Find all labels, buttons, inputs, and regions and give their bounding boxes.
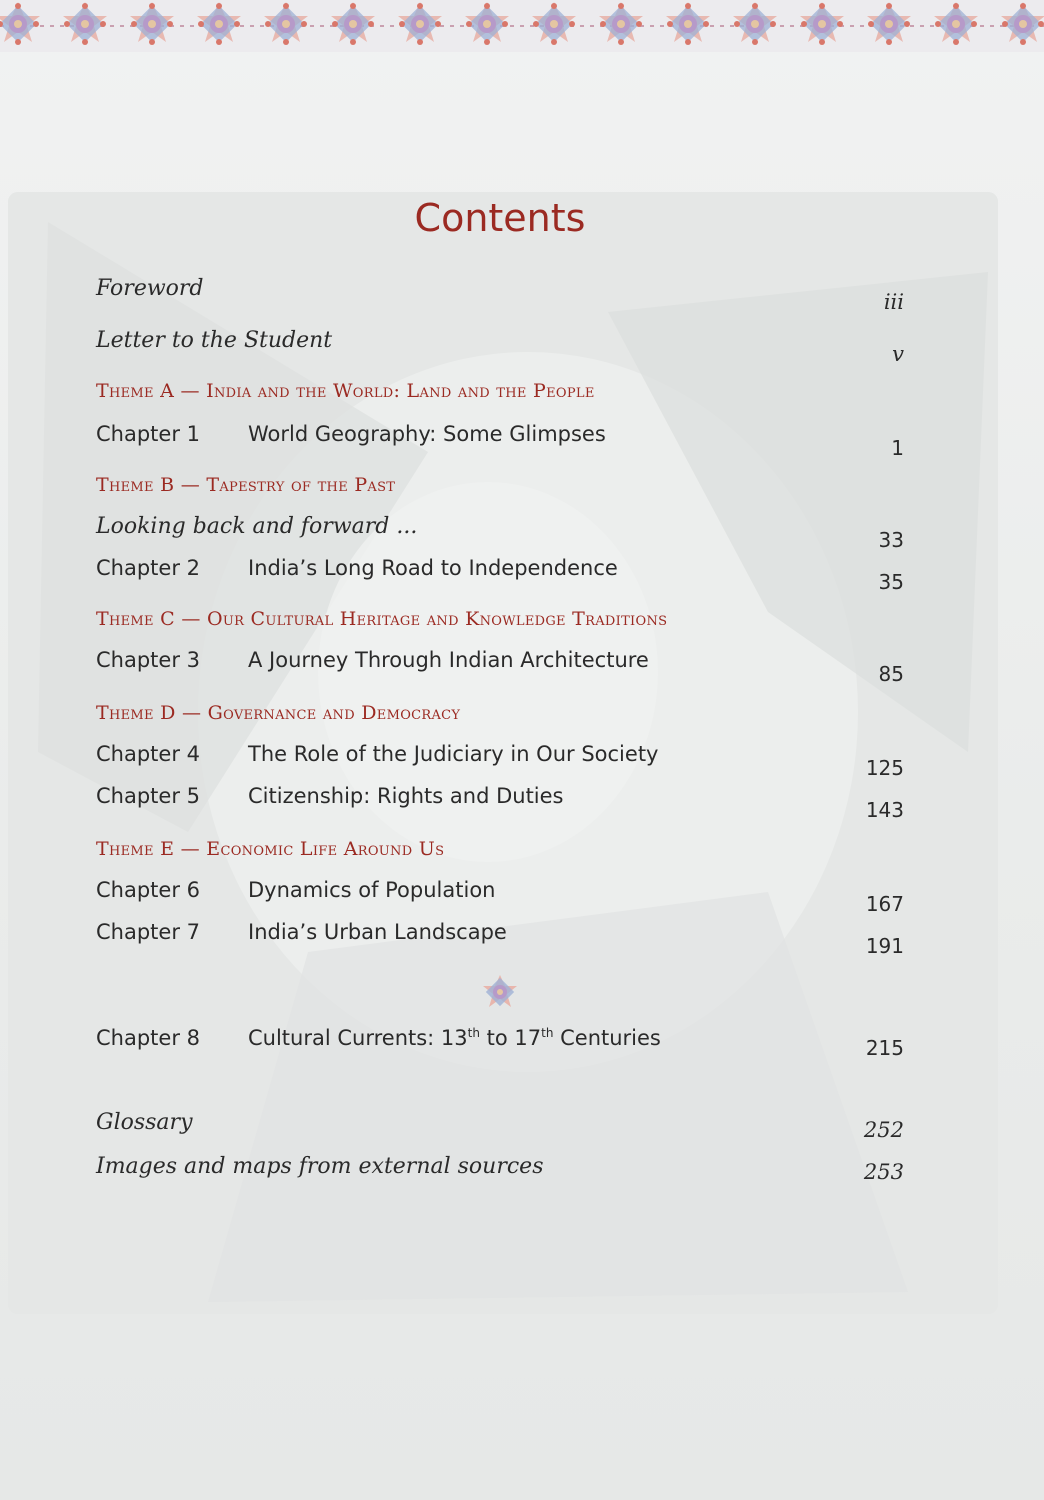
toc-entry-chapter-5[interactable] bbox=[96, 784, 904, 822]
toc-entry-chapter-3[interactable] bbox=[96, 648, 904, 686]
chapter-title-mid: to 17 bbox=[479, 1026, 542, 1050]
ordinal-suffix: th bbox=[541, 1026, 554, 1040]
toc-entry-chapter-7[interactable] bbox=[96, 920, 904, 958]
chapter-number: Chapter 2 bbox=[96, 556, 200, 580]
theme-c-heading: Theme C — Our Cultural Heritage and Knowledge Traditions bbox=[96, 608, 668, 630]
theme-a-heading: Theme A — India and the World: Land and the People bbox=[96, 380, 595, 402]
entry-label: Looking back and forward ... bbox=[96, 514, 418, 539]
chapter-number: Chapter 8 bbox=[96, 1026, 200, 1050]
page-number: 167 bbox=[865, 892, 904, 916]
chapter-number: Chapter 4 bbox=[96, 742, 200, 766]
page-number: 125 bbox=[865, 756, 904, 780]
chapter-number: Chapter 6 bbox=[96, 878, 200, 902]
page-number: 35 bbox=[878, 570, 904, 594]
page-number: 215 bbox=[865, 1036, 904, 1060]
chapter-title: Dynamics of Population bbox=[248, 878, 496, 902]
chapter-title bbox=[248, 1026, 661, 1050]
theme-d-heading: Theme D — Governance and Democracy bbox=[96, 702, 461, 724]
floral-border bbox=[0, 0, 1044, 52]
entry-label: Letter to the Student bbox=[96, 328, 333, 353]
chapter-number: Chapter 1 bbox=[96, 422, 200, 446]
chapter-number: Chapter 7 bbox=[96, 920, 200, 944]
entry-label: Foreword bbox=[96, 276, 204, 301]
page-number: 33 bbox=[878, 528, 904, 552]
floral-border-icon bbox=[0, 0, 1044, 52]
chapter-title-end: Centuries bbox=[553, 1026, 661, 1050]
page-number: 253 bbox=[863, 1160, 904, 1184]
chapter-title: India’s Urban Landscape bbox=[248, 920, 507, 944]
toc-entry-chapter-6[interactable] bbox=[96, 878, 904, 916]
toc-entry-foreword[interactable] bbox=[96, 276, 904, 314]
theme-e-heading: Theme E — Economic Life Around Us bbox=[96, 838, 445, 860]
theme-b-heading: Theme B — Tapestry of the Past bbox=[96, 474, 396, 496]
chapter-title: World Geography: Some Glimpses bbox=[248, 422, 606, 446]
chapter-number: Chapter 5 bbox=[96, 784, 200, 808]
toc-entry-glossary[interactable] bbox=[96, 1110, 904, 1144]
page-number: 143 bbox=[865, 798, 904, 822]
chapter-title: A Journey Through Indian Architecture bbox=[248, 648, 649, 672]
page-title: Contents bbox=[414, 196, 586, 240]
toc-entry-chapter-1[interactable] bbox=[96, 422, 904, 460]
toc-entry-looking-back[interactable] bbox=[96, 514, 904, 552]
chapter-title: Citizenship: Rights and Duties bbox=[248, 784, 564, 808]
chapter-title: India’s Long Road to Independence bbox=[248, 556, 618, 580]
ordinal-suffix: th bbox=[467, 1026, 480, 1040]
page-number: v bbox=[892, 342, 904, 366]
toc-entry-image-sources[interactable] bbox=[96, 1154, 904, 1188]
page-number: iii bbox=[883, 290, 904, 314]
chapter-number: Chapter 3 bbox=[96, 648, 200, 672]
floral-ornament-icon bbox=[482, 974, 518, 1010]
page-number: 191 bbox=[865, 934, 904, 958]
toc-entry-chapter-4[interactable] bbox=[96, 742, 904, 780]
page-number: 252 bbox=[863, 1118, 904, 1142]
entry-label: Glossary bbox=[96, 1110, 193, 1135]
page-number: 85 bbox=[878, 662, 904, 686]
toc-entry-chapter-2[interactable] bbox=[96, 556, 904, 594]
toc-entry-letter[interactable] bbox=[96, 328, 904, 366]
chapter-title-start: Cultural Currents: 13 bbox=[248, 1026, 468, 1050]
entry-label: Images and maps from external sources bbox=[96, 1154, 544, 1179]
toc-entry-chapter-8[interactable] bbox=[96, 1026, 904, 1060]
page-number: 1 bbox=[891, 436, 904, 460]
chapter-title: The Role of the Judiciary in Our Society bbox=[248, 742, 659, 766]
